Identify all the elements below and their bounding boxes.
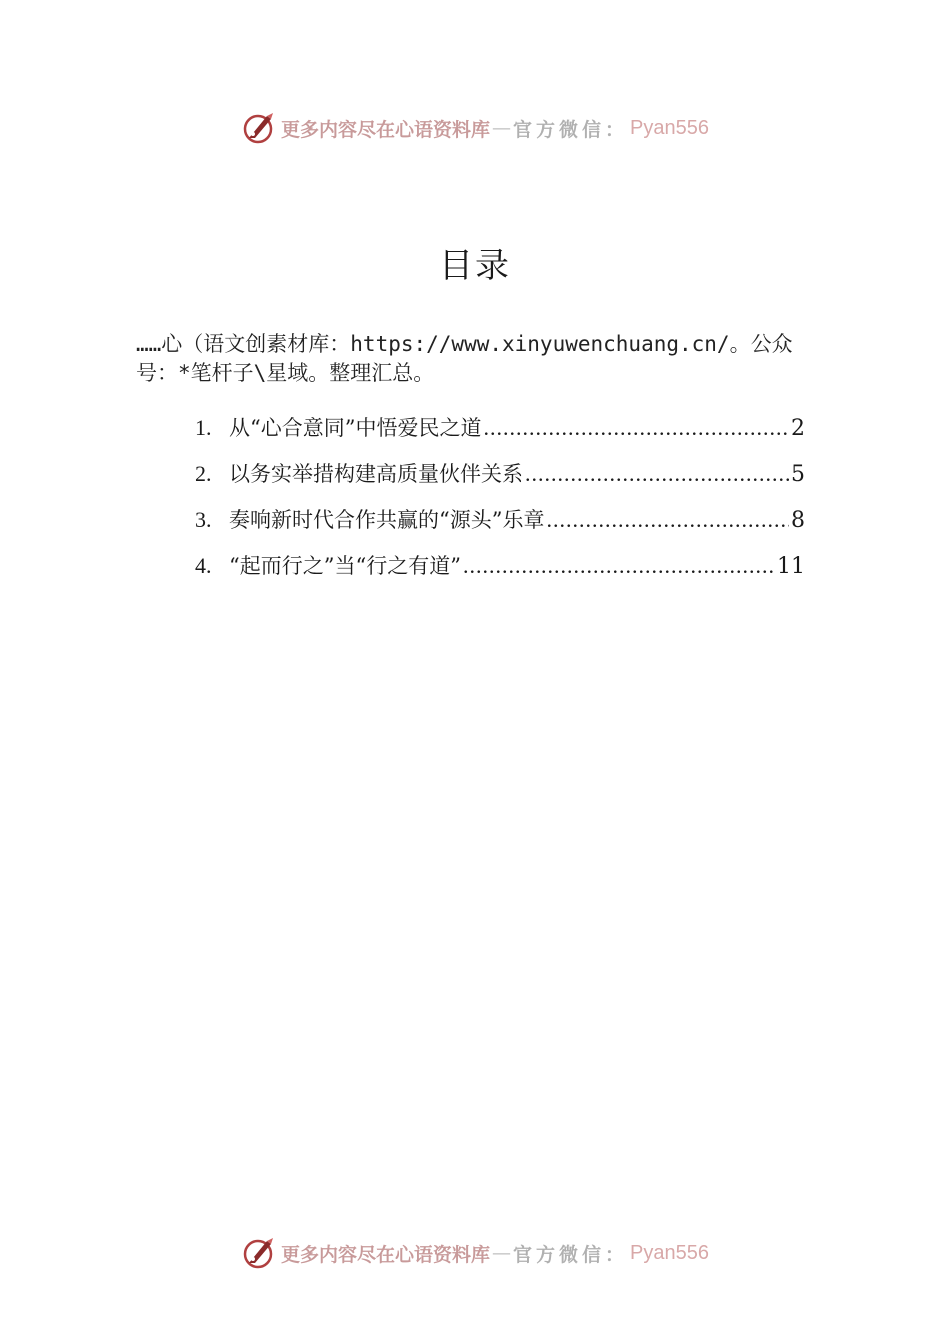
toc-entry[interactable]: [195, 504, 805, 550]
source-note: ……心（语文创素材库：https://www.xinyuwenchuang.cn/。公众号：*笔杆子\星域。整理汇总。: [136, 332, 793, 385]
toc-entry-number: 1.: [195, 415, 212, 440]
footer-banner: [0, 1233, 950, 1273]
banner-wechat-handle: Pyan556: [630, 1241, 709, 1264]
toc-dot-leader: [546, 507, 789, 533]
toc-dot-leader: [463, 553, 775, 579]
toc-dot-leader: [525, 461, 789, 487]
toc-entry-page: 5: [791, 462, 805, 487]
toc-entry[interactable]: [195, 458, 805, 504]
header-banner: [0, 108, 950, 148]
banner-dash: —: [492, 1242, 512, 1264]
toc-entry-page: 2: [791, 416, 805, 441]
toc-entry-number: 3.: [195, 507, 212, 532]
toc-entry-page: 8: [791, 508, 805, 533]
quill-pen-logo-icon: [241, 110, 277, 146]
banner-wechat-label: 官方微信：: [513, 1243, 629, 1266]
toc-entry-page: 11: [777, 554, 805, 579]
toc-entry[interactable]: [195, 550, 805, 596]
toc-entry-number: 2.: [195, 461, 212, 486]
quill-pen-logo-icon: [241, 1235, 277, 1271]
page-title: 目录: [439, 246, 511, 286]
table-of-contents: [195, 412, 805, 596]
banner-brand-text: 更多内容尽在心语资料库: [281, 1243, 491, 1266]
banner-brand-text: 更多内容尽在心语资料库: [281, 118, 491, 141]
banner-wechat-handle: Pyan556: [630, 116, 709, 139]
banner-dash: —: [492, 117, 512, 139]
banner-wechat-label: 官方微信：: [513, 118, 629, 141]
toc-entry-title: 以务实举措构建高质量伙伴关系: [229, 462, 523, 486]
toc-entry-title: 奏响新时代合作共赢的“源头”乐章: [229, 508, 545, 532]
toc-dot-leader: [483, 415, 789, 441]
toc-entry-number: 4.: [195, 553, 212, 578]
toc-entry-title: “起而行之”当“行之有道”: [229, 554, 461, 578]
toc-entry-title: 从“心合意同”中悟爱民之道: [229, 416, 482, 440]
toc-entry[interactable]: [195, 412, 805, 458]
